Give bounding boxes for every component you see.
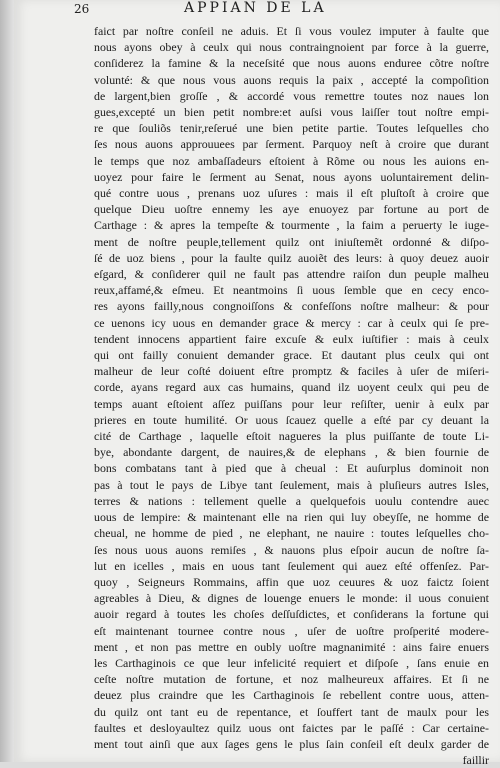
text-line: gues,excepté un bien petit nombre:et auſsi vous laiſſer tout noſtre empi-: [94, 105, 489, 120]
text-line: volunté: & que nous vous auons requis la paix , accepté la compoſition: [94, 72, 489, 87]
text-line: tendent innocens appartient faire excuſe & eulx iuſtifier : mais à ceulx: [94, 331, 489, 346]
text-line: uous de lempire: & maintenant elle na rien qui luy obeyſſe, ne homme de: [94, 510, 489, 525]
text-line: ſes nous auons approuuees par ſerment. Parquoy neſt à croire que durant: [94, 137, 489, 152]
text-line: eſgard, & conſiderer quil ne fault pas attendre raiſon dun peuple malheu: [94, 267, 489, 282]
book-page: [14, 0, 500, 768]
text-line: ceſte noſtre mutation de fortune, et noz malheureux affaires. Et ſi ne: [94, 672, 489, 687]
text-line: de largent,bien groſſe , & accordé vous remettre toutes noz naues lon: [94, 88, 489, 103]
text-line: bye, abondante dargent, de nauires,& de elephans , & bien fournie de: [94, 445, 489, 460]
text-line: lut en icelles , mais en uous tant ſeulement qui auez eſté offenſez. Par-: [94, 558, 489, 573]
text-line: prieres en toute humilité. Or uous ſcauez quelle a eſté par cy deuant la: [94, 412, 489, 427]
text-line: corde, ayans regard aux cas humains, quand ilz uoyent ceulx qui peu de: [94, 380, 489, 395]
text-line: res ayons failly,nous congnoiſſons & confeſſons noſtre malheur: & pour: [94, 299, 489, 314]
text-line: auoir regard à toutes les choſes deſſuſdictes, et conſiderans la fortune qui: [94, 607, 489, 622]
text-line: pas à tout le pays de Libye tant ſeulement, mais à pluſieurs autres Isles,: [94, 477, 489, 492]
text-line: conſiderez la famine & la neceſsité que nous auons enduree cõtre noſtre: [94, 56, 489, 71]
text-line: le temps que noz ambaſſadeurs eſtoient à Rõme ou nous les auions en-: [94, 153, 489, 168]
text-line: malheur de leur coſté doiuent eſtre promptz & faciles à uſer de miſeri-: [94, 364, 489, 379]
text-line: uoyez pour faire le ſerment au Senat, nous ayons uoluntairement delin-: [94, 169, 489, 184]
page-header: [74, 0, 484, 22]
text-line: Carthage : & apres la tempeſte & tourmente , la faim a peruerty le iuge-: [94, 218, 489, 233]
text-line: bons combatans tant à pied que à cheual : Et auſurplus dominoit non: [94, 461, 489, 476]
catchword: faillir: [462, 753, 489, 768]
body-text: [94, 23, 489, 768]
text-line: ment , et non pas mettre en oubly uoſtre magnanimité : ains faire enuers: [94, 639, 489, 654]
text-line: faultes et desloyaultez quilz uous ont faictes par le paſſé : Car certaine-: [94, 720, 489, 735]
page-number: 26: [74, 2, 90, 16]
text-line: qui ont failly conuient demander grace. Et dautant plus ceulx qui ont: [94, 348, 489, 363]
book-spine-shadow: [0, 0, 14, 762]
text-line: cité de Carthage , laquelle eſtoit nagueres la plus puiſſante de toute Li-: [94, 429, 489, 444]
text-line: terres & nations : tellement quelle a quelquefois uoulu contendre auec: [94, 493, 489, 508]
text-line: re que ſouliõs tenir,reſerué une bien petite partie. Toutes leſquelles cho: [94, 121, 489, 136]
text-line: ment de noſtre peuple,tellement quilz ont iniuſtemẽt ordonné & diſpo-: [94, 234, 489, 249]
text-line: temps auant eſtoient aſſez puiſſans pour leur reſiſter, uenir à eulx par: [94, 396, 489, 411]
text-line: faict par noſtre conſeil ne aduis. Et ſi vous voulez imputer à faulte que: [94, 24, 489, 38]
text-line: deuez plus craindre que les Carthaginois ſe rebellent contre uous, atten-: [94, 688, 489, 703]
text-line: cheual, ne homme de pied , ne elephant, ne nauire : toutes leſquelles cho-: [94, 526, 489, 541]
running-title: APPIAN DE LA: [184, 0, 327, 16]
text-line: quoy , Seigneurs Rommains, affin que uoz ceuures & uoz faictz ſoient: [94, 574, 489, 589]
text-line: quelque Dieu uoſtre ennemy les aye enuoyez par fortune au port de: [94, 202, 489, 217]
text-line: eſt maintenant tournee contre nous , uſer de uoſtre proſperité modere-: [94, 623, 489, 638]
text-line: qué contre uous , prenans uoz uſures : mais il eſt pluſtoſt à croire que: [94, 186, 489, 201]
text-line: du quilz ont tant eu de repentance, et ſouffert tant de maulx pour les: [94, 704, 489, 719]
text-line: reux,affamé,& eſmeu. Et neantmoins ſi uous ſemble que en cecy enco-: [94, 283, 489, 298]
text-line: ſes nous uous auons remiſes , & nauons plus eſpoir aucun de noſtre ſa-: [94, 542, 489, 557]
text-line: ment tout ainſi que aux ſages gens le plus ſain conſeil eſt deulx garder de: [94, 736, 489, 751]
text-line: ce uenons icy uous en demander grace & mercy : car à ceulx qui ſe pre-: [94, 315, 489, 330]
text-line: nous ayons obey à ceulx qui nous contraingnoient par force à la guerre,: [94, 40, 489, 55]
text-line: les Carthaginois ce que leur infelicité requiert et diſpoſe , ſans enuie en: [94, 655, 489, 670]
text-line: ſé de uoz biens , pour la faulte quilz auoiẽt des leurs: à quoy deuez auoir: [94, 250, 489, 265]
text-line: agreables à Dieu, & dignes de louenge enuers le monde: il uous conuient: [94, 591, 489, 606]
